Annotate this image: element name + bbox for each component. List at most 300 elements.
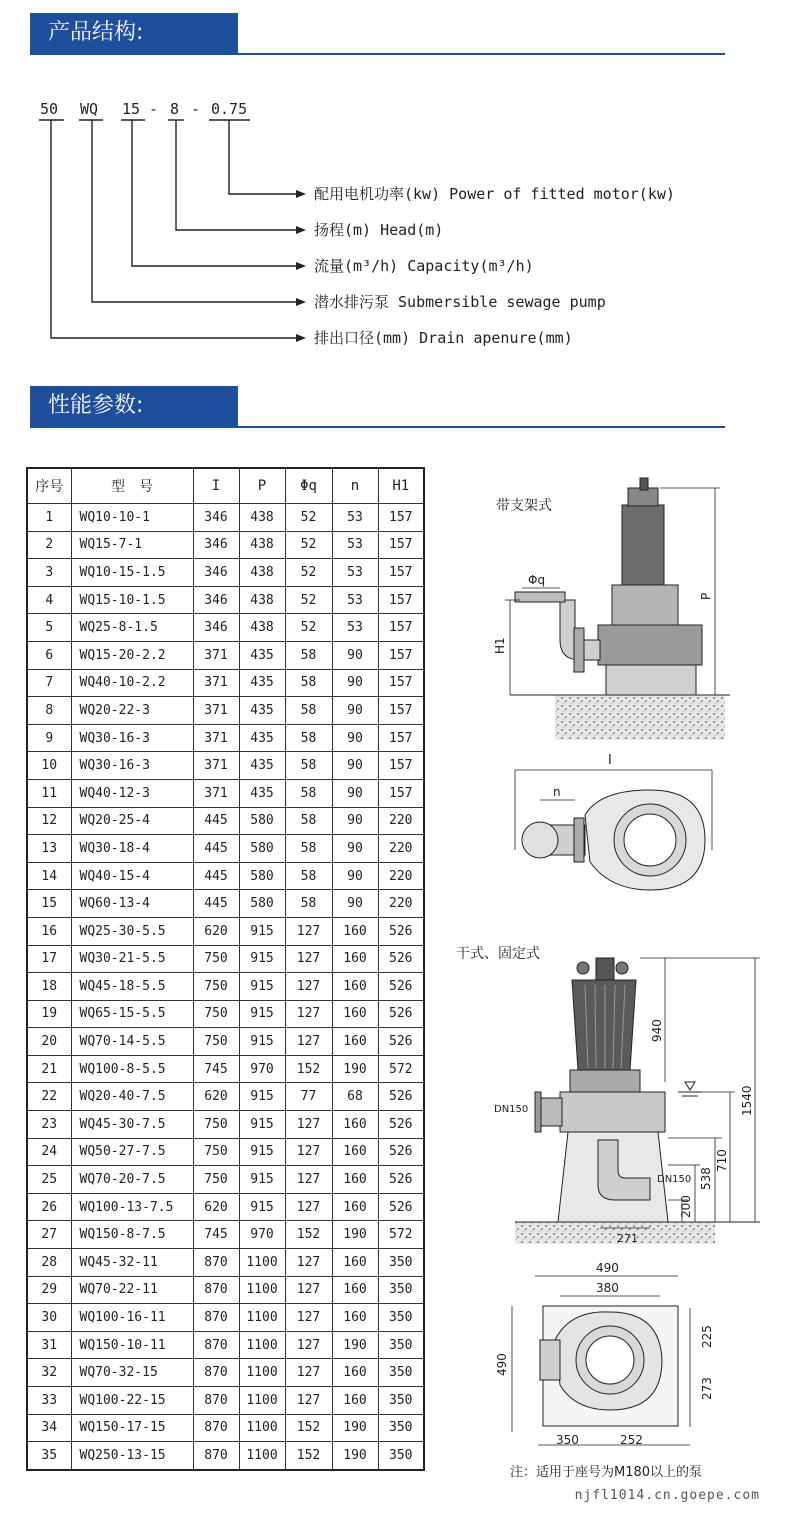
cell-p: 915: [239, 917, 285, 945]
cell-phiq: 127: [285, 1138, 332, 1166]
cell-p: 1100: [239, 1249, 285, 1277]
dim-380: 380: [596, 1281, 619, 1295]
cell-p: 438: [239, 614, 285, 642]
cell-phiq: 152: [285, 1414, 332, 1442]
table-row: [27, 504, 424, 532]
table-row: [27, 1249, 424, 1277]
col-header-phiq: Φq: [285, 468, 332, 504]
cell-p: 438: [239, 559, 285, 587]
cell-model: WQ45-18-5.5: [71, 973, 193, 1001]
cell-model: WQ50-27-7.5: [71, 1138, 193, 1166]
section-header-performance: [30, 386, 725, 428]
cell-i: 371: [193, 669, 239, 697]
cell-phiq: 58: [285, 752, 332, 780]
cell-phiq: 127: [285, 1331, 332, 1359]
cell-p: 1100: [239, 1276, 285, 1304]
table-row: [27, 669, 424, 697]
cell-index: 20: [27, 1028, 71, 1056]
cell-p: 915: [239, 1138, 285, 1166]
cell-i: 620: [193, 1193, 239, 1221]
cell-h1: 526: [378, 1000, 424, 1028]
cell-model: WQ70-22-11: [71, 1276, 193, 1304]
col-header-index: 序号: [27, 468, 71, 504]
cell-model: WQ45-32-11: [71, 1249, 193, 1277]
cell-phiq: 152: [285, 1055, 332, 1083]
code-part-diameter: 50: [40, 100, 59, 118]
table-body: [27, 504, 424, 1470]
cell-i: 870: [193, 1249, 239, 1277]
cell-p: 438: [239, 586, 285, 614]
cell-phiq: 58: [285, 890, 332, 918]
dim-271: 271: [617, 1232, 638, 1245]
cell-index: 21: [27, 1055, 71, 1083]
cell-i: 750: [193, 1166, 239, 1194]
cell-n: 160: [332, 1166, 378, 1194]
cell-phiq: 52: [285, 531, 332, 559]
cell-i: 870: [193, 1359, 239, 1387]
cell-h1: 157: [378, 641, 424, 669]
cell-i: 371: [193, 641, 239, 669]
cell-p: 438: [239, 504, 285, 532]
table-row: [27, 1359, 424, 1387]
cell-i: 445: [193, 890, 239, 918]
drawing-note: 注：适用于座号为M180以上的泵: [510, 1465, 703, 1480]
table-row: [27, 1414, 424, 1442]
table-row: [27, 1055, 424, 1083]
cell-index: 30: [27, 1304, 71, 1332]
cell-n: 90: [332, 779, 378, 807]
table-row: [27, 1221, 424, 1249]
cell-p: 580: [239, 807, 285, 835]
cell-i: 371: [193, 724, 239, 752]
fig2-title: 干式、固定式: [456, 946, 540, 962]
cell-h1: 526: [378, 1166, 424, 1194]
cell-h1: 157: [378, 559, 424, 587]
fig1-label-p: P: [699, 592, 713, 600]
cell-index: 31: [27, 1331, 71, 1359]
cell-p: 435: [239, 669, 285, 697]
cell-i: 870: [193, 1442, 239, 1470]
code-part-capacity: 15: [122, 100, 141, 118]
cell-n: 160: [332, 945, 378, 973]
section-title: 产品结构:: [30, 13, 238, 53]
cell-n: 160: [332, 1249, 378, 1277]
dim-490-top: 490: [596, 1261, 619, 1275]
cell-i: 870: [193, 1276, 239, 1304]
cell-h1: 526: [378, 1028, 424, 1056]
cell-i: 745: [193, 1221, 239, 1249]
cell-index: 19: [27, 1000, 71, 1028]
cell-p: 915: [239, 1028, 285, 1056]
table-row: [27, 531, 424, 559]
cell-n: 160: [332, 1276, 378, 1304]
cell-phiq: 127: [285, 1304, 332, 1332]
code-part-power: 0.75: [211, 100, 248, 118]
cell-index: 26: [27, 1193, 71, 1221]
table-header-row: [27, 468, 424, 504]
cell-index: 11: [27, 779, 71, 807]
cell-model: WQ150-10-11: [71, 1331, 193, 1359]
cell-n: 160: [332, 1387, 378, 1415]
cell-p: 1100: [239, 1331, 285, 1359]
cell-phiq: 127: [285, 1387, 332, 1415]
cell-index: 9: [27, 724, 71, 752]
cell-model: WQ70-32-15: [71, 1359, 193, 1387]
cell-i: 750: [193, 1138, 239, 1166]
cell-i: 346: [193, 586, 239, 614]
cell-model: WQ30-16-3: [71, 724, 193, 752]
cell-index: 15: [27, 890, 71, 918]
cell-index: 34: [27, 1414, 71, 1442]
section-title: 性能参数:: [30, 386, 238, 426]
cell-i: 750: [193, 973, 239, 1001]
cell-p: 915: [239, 945, 285, 973]
cell-i: 870: [193, 1414, 239, 1442]
cell-h1: 157: [378, 504, 424, 532]
table-row: [27, 586, 424, 614]
cell-phiq: 52: [285, 586, 332, 614]
cell-i: 445: [193, 862, 239, 890]
table-row: [27, 1083, 424, 1111]
cell-p: 970: [239, 1221, 285, 1249]
cell-index: 2: [27, 531, 71, 559]
cell-i: 750: [193, 945, 239, 973]
cell-index: 18: [27, 973, 71, 1001]
legend-head: 扬程(m) Head(m): [314, 221, 444, 239]
table-row: [27, 1111, 424, 1139]
cell-model: WQ10-10-1: [71, 504, 193, 532]
cell-phiq: 127: [285, 1193, 332, 1221]
dim-252: 252: [620, 1433, 643, 1447]
watermark-url: njfl1014.cn.goepe.com: [574, 1488, 760, 1503]
cell-h1: 220: [378, 835, 424, 863]
cell-model: WQ40-12-3: [71, 779, 193, 807]
cell-n: 160: [332, 1359, 378, 1387]
cell-phiq: 127: [285, 1276, 332, 1304]
cell-index: 32: [27, 1359, 71, 1387]
cell-h1: 350: [378, 1442, 424, 1470]
cell-h1: 526: [378, 1083, 424, 1111]
cell-phiq: 127: [285, 973, 332, 1001]
cell-model: WQ30-21-5.5: [71, 945, 193, 973]
cell-i: 346: [193, 614, 239, 642]
cell-p: 915: [239, 1083, 285, 1111]
code-part-dash: -: [149, 100, 159, 118]
cell-n: 68: [332, 1083, 378, 1111]
cell-model: WQ30-16-3: [71, 752, 193, 780]
cell-model: WQ20-22-3: [71, 697, 193, 725]
table-row: [27, 614, 424, 642]
cell-h1: 526: [378, 917, 424, 945]
cell-p: 915: [239, 1111, 285, 1139]
cell-n: 160: [332, 1193, 378, 1221]
cell-index: 24: [27, 1138, 71, 1166]
cell-model: WQ25-8-1.5: [71, 614, 193, 642]
cell-n: 90: [332, 669, 378, 697]
cell-i: 371: [193, 779, 239, 807]
cell-model: WQ15-7-1: [71, 531, 193, 559]
table-row: [27, 641, 424, 669]
table-row: [27, 724, 424, 752]
cell-phiq: 52: [285, 504, 332, 532]
cell-i: 445: [193, 835, 239, 863]
cell-index: 25: [27, 1166, 71, 1194]
code-part-dash: -: [191, 100, 201, 118]
table-row: [27, 1276, 424, 1304]
dim-490-left: 490: [495, 1353, 509, 1376]
cell-index: 8: [27, 697, 71, 725]
legend-drain: 排出口径(mm) Drain apenure(mm): [314, 329, 573, 347]
cell-h1: 220: [378, 890, 424, 918]
cell-n: 90: [332, 724, 378, 752]
cell-p: 435: [239, 697, 285, 725]
dim-710: 710: [715, 1149, 729, 1172]
cell-h1: 157: [378, 586, 424, 614]
cell-model: WQ20-40-7.5: [71, 1083, 193, 1111]
cell-p: 1100: [239, 1387, 285, 1415]
cell-phiq: 127: [285, 917, 332, 945]
cell-phiq: 58: [285, 697, 332, 725]
cell-index: 35: [27, 1442, 71, 1470]
table-row: [27, 779, 424, 807]
cell-model: WQ60-13-4: [71, 890, 193, 918]
table-row: [27, 1000, 424, 1028]
cell-n: 190: [332, 1414, 378, 1442]
table-row: [27, 1331, 424, 1359]
cell-phiq: 77: [285, 1083, 332, 1111]
fig1-label-n: n: [553, 785, 561, 799]
cell-phiq: 58: [285, 779, 332, 807]
dim-dn150-left: DN150: [494, 1104, 529, 1115]
cell-index: 13: [27, 835, 71, 863]
cell-n: 190: [332, 1055, 378, 1083]
col-header-p: P: [239, 468, 285, 504]
cell-index: 27: [27, 1221, 71, 1249]
cell-n: 160: [332, 1138, 378, 1166]
figure-plan-view: [495, 1261, 714, 1480]
cell-n: 53: [332, 614, 378, 642]
cell-p: 438: [239, 531, 285, 559]
cell-h1: 157: [378, 752, 424, 780]
cell-index: 33: [27, 1387, 71, 1415]
cell-p: 1100: [239, 1414, 285, 1442]
table-row: [27, 807, 424, 835]
cell-h1: 157: [378, 669, 424, 697]
cell-n: 160: [332, 1000, 378, 1028]
table-row: [27, 835, 424, 863]
cell-n: 160: [332, 1304, 378, 1332]
cell-n: 160: [332, 1111, 378, 1139]
cell-phiq: 152: [285, 1442, 332, 1470]
cell-n: 190: [332, 1221, 378, 1249]
cell-p: 915: [239, 1166, 285, 1194]
cell-p: 915: [239, 973, 285, 1001]
cell-h1: 220: [378, 862, 424, 890]
cell-model: WQ70-14-5.5: [71, 1028, 193, 1056]
cell-phiq: 127: [285, 1111, 332, 1139]
cell-phiq: 58: [285, 669, 332, 697]
technical-drawings: [440, 470, 790, 1480]
table-row: [27, 1387, 424, 1415]
cell-n: 90: [332, 641, 378, 669]
table-row: [27, 917, 424, 945]
cell-p: 435: [239, 752, 285, 780]
cell-h1: 526: [378, 973, 424, 1001]
figure-support-type: [493, 478, 730, 890]
cell-n: 53: [332, 559, 378, 587]
cell-h1: 157: [378, 724, 424, 752]
cell-i: 620: [193, 1083, 239, 1111]
cell-h1: 157: [378, 531, 424, 559]
cell-phiq: 127: [285, 1249, 332, 1277]
figure-dry-fixed-type: [456, 946, 760, 1245]
col-header-h1: H1: [378, 468, 424, 504]
cell-phiq: 127: [285, 945, 332, 973]
cell-h1: 157: [378, 697, 424, 725]
cell-phiq: 127: [285, 1359, 332, 1387]
cell-model: WQ150-17-15: [71, 1414, 193, 1442]
cell-h1: 350: [378, 1249, 424, 1277]
cell-i: 870: [193, 1387, 239, 1415]
cell-p: 915: [239, 1193, 285, 1221]
fig1-label-h1: H1: [493, 637, 507, 654]
legend-pump-type: 潜水排污泵 Submersible sewage pump: [314, 293, 606, 311]
cell-p: 970: [239, 1055, 285, 1083]
cell-h1: 350: [378, 1331, 424, 1359]
table-row: [27, 890, 424, 918]
cell-phiq: 127: [285, 1000, 332, 1028]
col-header-i: I: [193, 468, 239, 504]
cell-i: 371: [193, 752, 239, 780]
cell-index: 16: [27, 917, 71, 945]
cell-phiq: 58: [285, 724, 332, 752]
cell-i: 445: [193, 807, 239, 835]
cell-n: 90: [332, 697, 378, 725]
cell-phiq: 58: [285, 835, 332, 863]
performance-table: [26, 467, 425, 1471]
cell-model: WQ100-13-7.5: [71, 1193, 193, 1221]
cell-n: 90: [332, 862, 378, 890]
cell-i: 870: [193, 1304, 239, 1332]
cell-model: WQ25-30-5.5: [71, 917, 193, 945]
cell-index: 5: [27, 614, 71, 642]
cell-model: WQ15-10-1.5: [71, 586, 193, 614]
table-row: [27, 945, 424, 973]
dim-1540: 1540: [740, 1085, 754, 1116]
cell-phiq: 52: [285, 559, 332, 587]
fig1-label-i: I: [608, 753, 612, 768]
cell-n: 90: [332, 890, 378, 918]
cell-n: 160: [332, 1028, 378, 1056]
cell-index: 6: [27, 641, 71, 669]
cell-index: 4: [27, 586, 71, 614]
cell-index: 17: [27, 945, 71, 973]
cell-model: WQ250-13-15: [71, 1442, 193, 1470]
cell-phiq: 127: [285, 1166, 332, 1194]
cell-n: 53: [332, 531, 378, 559]
cell-h1: 526: [378, 1138, 424, 1166]
cell-n: 53: [332, 586, 378, 614]
cell-i: 620: [193, 917, 239, 945]
ground-hatch: [555, 695, 725, 740]
cell-model: WQ150-8-7.5: [71, 1221, 193, 1249]
table-row: [27, 973, 424, 1001]
table-row: [27, 1442, 424, 1470]
cell-index: 7: [27, 669, 71, 697]
cell-p: 1100: [239, 1304, 285, 1332]
cell-i: 745: [193, 1055, 239, 1083]
cell-i: 346: [193, 531, 239, 559]
cell-i: 750: [193, 1111, 239, 1139]
table-row: [27, 1166, 424, 1194]
section-header-structure: [30, 13, 725, 55]
cell-model: WQ40-10-2.2: [71, 669, 193, 697]
cell-i: 346: [193, 559, 239, 587]
cell-i: 870: [193, 1331, 239, 1359]
cell-i: 346: [193, 504, 239, 532]
cell-n: 160: [332, 917, 378, 945]
cell-h1: 350: [378, 1276, 424, 1304]
table-row: [27, 559, 424, 587]
cell-model: WQ100-22-15: [71, 1387, 193, 1415]
cell-index: 28: [27, 1249, 71, 1277]
cell-p: 435: [239, 724, 285, 752]
cell-index: 12: [27, 807, 71, 835]
cell-h1: 526: [378, 1111, 424, 1139]
cell-p: 580: [239, 862, 285, 890]
cell-phiq: 58: [285, 641, 332, 669]
dim-350: 350: [556, 1433, 579, 1447]
cell-p: 435: [239, 641, 285, 669]
cell-h1: 350: [378, 1414, 424, 1442]
code-part-type: WQ: [80, 100, 99, 118]
dim-225: 225: [700, 1325, 714, 1348]
cell-index: 3: [27, 559, 71, 587]
cell-model: WQ20-25-4: [71, 807, 193, 835]
cell-model: WQ40-15-4: [71, 862, 193, 890]
cell-h1: 157: [378, 614, 424, 642]
cell-index: 10: [27, 752, 71, 780]
col-header-model: 型 号: [71, 468, 193, 504]
cell-h1: 572: [378, 1221, 424, 1249]
table-row: [27, 1028, 424, 1056]
dim-dn150-right: DN150: [657, 1174, 692, 1185]
cell-h1: 526: [378, 945, 424, 973]
cell-phiq: 152: [285, 1221, 332, 1249]
cell-model: WQ100-8-5.5: [71, 1055, 193, 1083]
table-row: [27, 752, 424, 780]
cell-index: 22: [27, 1083, 71, 1111]
cell-phiq: 58: [285, 807, 332, 835]
cell-model: WQ30-18-4: [71, 835, 193, 863]
cell-model: WQ65-15-5.5: [71, 1000, 193, 1028]
cell-p: 580: [239, 890, 285, 918]
cell-i: 750: [193, 1000, 239, 1028]
cell-h1: 350: [378, 1304, 424, 1332]
dim-538: 538: [699, 1167, 713, 1190]
cell-index: 14: [27, 862, 71, 890]
cell-model: WQ100-16-11: [71, 1304, 193, 1332]
cell-model: WQ45-30-7.5: [71, 1111, 193, 1139]
legend-capacity: 流量(m³/h) Capacity(m³/h): [314, 257, 534, 275]
cell-n: 53: [332, 504, 378, 532]
cell-model: WQ10-15-1.5: [71, 559, 193, 587]
fig1-title: 带支架式: [496, 498, 552, 514]
cell-phiq: 58: [285, 862, 332, 890]
table-row: [27, 862, 424, 890]
table-row: [27, 697, 424, 725]
model-code-diagram: [0, 80, 790, 380]
